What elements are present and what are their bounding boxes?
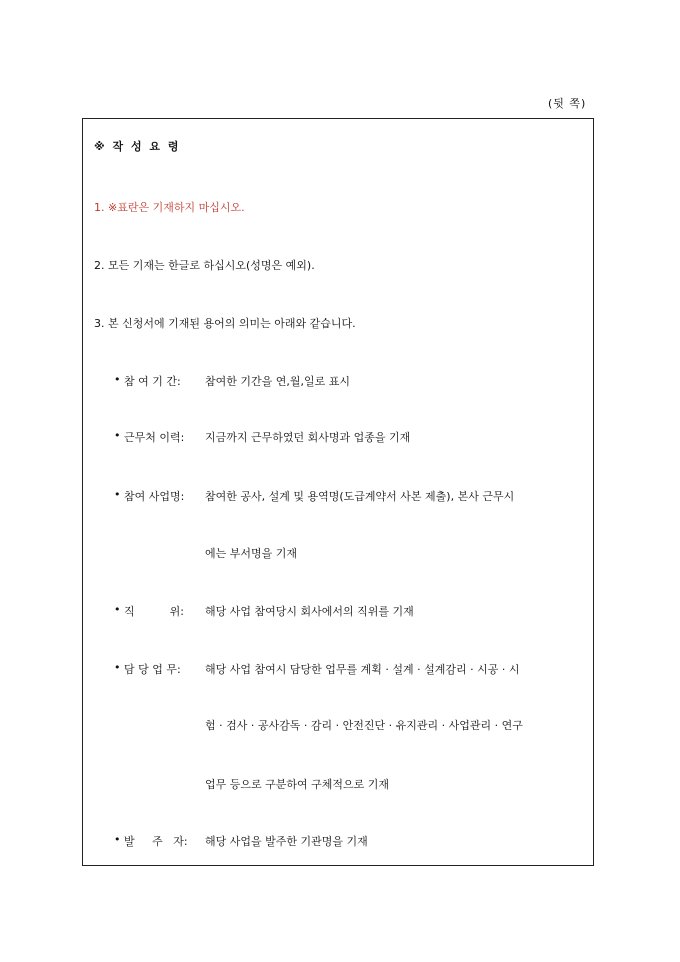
bullet-icon: • [114, 488, 121, 501]
bullet-icon: • [114, 373, 121, 386]
definition-term-period: 참 여 기 간: [124, 375, 181, 388]
instruction-item-3: 3. 본 신청서에 기재된 용어의 의미는 아래와 같습니다. [94, 317, 356, 330]
instructions-heading: ※ 작 성 요 령 [94, 140, 181, 153]
definition-term-client: 발 주 자: [124, 835, 188, 848]
bullet-icon: • [114, 429, 121, 442]
page-label: (뒷 쪽) [548, 97, 587, 110]
definition-desc-duties-line1: 해당 사업 참여시 담당한 업무를 계획 · 설계 · 설계감리 · 시공 · 시 [205, 663, 520, 676]
definition-desc-project-name-line2: 에는 부서명을 기재 [205, 547, 298, 560]
definition-desc-project-name-line1: 참여한 공사, 설계 및 용역명(도급계약서 사본 제출), 본사 근무시 [205, 490, 515, 503]
definition-term-project-name: 참여 사업명: [124, 490, 185, 503]
definition-desc-position: 해당 사업 참여당시 회사에서의 직위를 기재 [205, 605, 414, 618]
definition-desc-duties-line3: 업무 등으로 구분하여 구체적으로 기재 [205, 778, 390, 791]
definition-desc-client: 해당 사업을 발주한 기관명을 기재 [205, 835, 368, 848]
bullet-icon: • [114, 603, 121, 616]
instruction-item-1: 1. ※표란은 기재하지 마십시오. [94, 201, 245, 214]
instruction-item-2: 2. 모든 기재는 한글로 하십시오(성명은 예외). [94, 259, 315, 272]
definition-term-work-history: 근무처 이력: [124, 431, 185, 444]
definition-term-duties: 담 당 업 무: [124, 663, 181, 676]
bullet-icon: • [114, 661, 121, 674]
bullet-icon: • [114, 833, 121, 846]
definition-desc-period: 참여한 기간을 연,월,일로 표시 [205, 375, 350, 388]
definition-term-position: 직 위: [124, 605, 184, 618]
definition-desc-duties-line2: 험 · 검사 · 공사감독 · 감리 · 안전진단 · 유지관리 · 사업관리 · 연구 [205, 719, 523, 732]
definition-desc-work-history: 지금까지 근무하였던 회사명과 업종을 기재 [205, 431, 411, 444]
